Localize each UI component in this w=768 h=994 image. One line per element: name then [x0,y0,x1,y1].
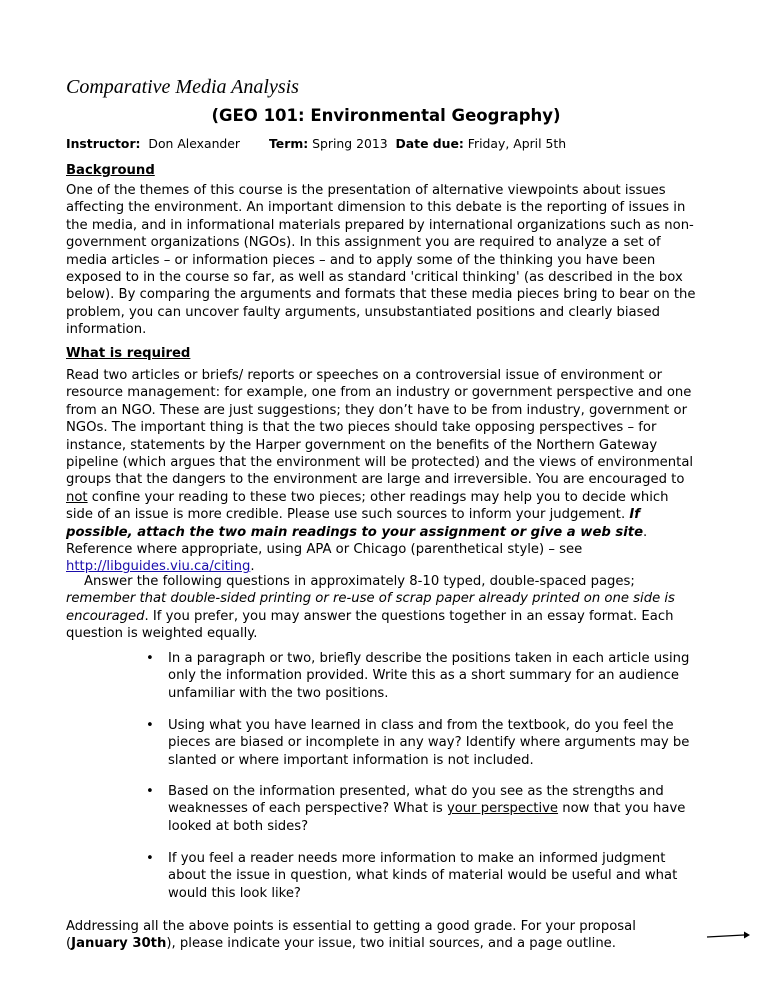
required-heading: What is required [66,346,191,361]
instructor-label: Instructor: [66,136,141,151]
background-line: below). By comparing the arguments and formats that these media pieces bring to bear on the [66,287,696,303]
bullet-icon: • [146,718,154,733]
required-line: from an NGO. These are just suggestions; they don’t have to be from industry, government or [66,402,688,418]
question-line: pieces are biased or incomplete in any way? Identify where arguments may be [168,735,690,751]
background-line: the media, and in informational materials prepared by international organizations such as non- [66,217,694,233]
question-item [146,650,706,702]
question-line: unfamiliar with the two positions. [168,685,389,701]
instructions-line: remember that double-sided printing or re-use of scrap paper already printed on one side is [66,591,675,607]
required-line: NGOs. The important thing is that the two pieces should take opposing perspectives – for [66,420,657,436]
question-item [146,717,706,769]
instructor-line [66,135,240,152]
question-line: In a paragraph or two, briefly describe the positions taken in each article using [168,651,690,666]
bullet-icon: • [146,851,154,866]
question-line: slanted or where important information is not included. [168,752,534,768]
required-line: pipeline (which argues that the environment will be protected) and the views of environmental [66,454,694,470]
background-line: One of the themes of this course is the presentation of alternative viewpoints about issues [66,183,666,198]
instructions-line: question is weighted equally. [66,626,258,642]
question-line: Based on the information presented, what do you see as the strengths and [168,784,664,799]
instructor-name: Don Alexander [148,136,241,151]
background-line: government organizations (NGOs). In this assignment you are required to analyze a set of [66,235,661,251]
question-line: weaknesses of each perspective? What is your perspective now that you have [168,801,686,817]
term-value: Spring 2013 [312,136,388,151]
due-value: Friday, April 5th [467,136,567,151]
underlined-word: not [66,489,88,505]
question-line: only the information provided. Write this as a short summary for an audience [168,668,679,684]
term-line [269,135,566,152]
required-paragraph [66,367,706,576]
background-line: exposed to in the course so far, as well as standard 'critical thinking' (as described in the box [66,269,683,285]
required-line: resource management: for example, one from an industry or government perspective and one [66,385,692,401]
required-line: instance, statements by the Harper government on the benefits of the Northern Gateway [66,437,658,453]
required-line: http://libguides.viu.ca/citing. [66,559,255,575]
background-line: affecting the environment. An important dimension to this debate is the reporting of issues in [66,200,686,216]
bullet-icon: • [146,784,154,799]
required-line: Read two articles or briefs/ reports or speeches on a controversial issue of environment or [66,368,663,383]
question-line: about the issue in question, what kinds of material would be useful and what [168,868,678,884]
required-line: not confine your reading to these two pieces; other readings may help you to decide which [66,489,669,505]
instructions-paragraph [66,573,706,643]
document-title: Comparative Media Analysis [66,76,299,98]
question-line: would this look like? [168,885,301,901]
required-line: Reference where appropriate, using APA or Chicago (parenthetical style) – see [66,541,583,557]
question-line: looked at both sides? [168,818,309,834]
term-label: Term: [269,136,309,151]
required-line: groups that the dangers to the environment are large and irreversible. You are encouraged to [66,472,685,488]
bullet-icon: • [146,651,154,666]
background-line: problem, you can uncover faulty arguments, unsubstantiated positions and clearly biased [66,304,660,320]
arrow-right-icon [706,928,750,942]
course-title: (GEO 101: Environmental Geography) [211,106,561,125]
due-label: Date due: [395,136,464,151]
instructions-line: Answer the following questions in approximately 8-10 typed, double-spaced pages; [84,574,635,589]
background-heading: Background [66,163,155,178]
question-line: Using what you have learned in class and from the textbook, do you feel the [168,718,674,733]
required-line: possible, attach the two main readings to your assignment or give a web site. [66,524,648,540]
citing-link[interactable]: http://libguides.viu.ca/citing [66,559,251,575]
question-line: If you feel a reader needs more information to make an informed judgment [168,851,666,866]
closing-line: (January 30th), please indicate your issue, two initial sources, and a page outline. [66,936,616,952]
background-paragraph [66,182,706,339]
closing-paragraph [66,918,706,953]
background-line: media articles – or information pieces – and to apply some of the thinking you have been [66,252,656,268]
question-item [146,783,706,835]
instructions-line: encouraged. If you prefer, you may answer the questions together in an essay format. Each [66,608,674,624]
required-line: side of an issue is more credible. Please use such sources to inform your judgement. If [66,507,641,523]
background-line: information. [66,322,147,338]
closing-line: Addressing all the above points is essential to getting a good grade. For your proposal [66,919,636,934]
question-item [146,850,706,902]
